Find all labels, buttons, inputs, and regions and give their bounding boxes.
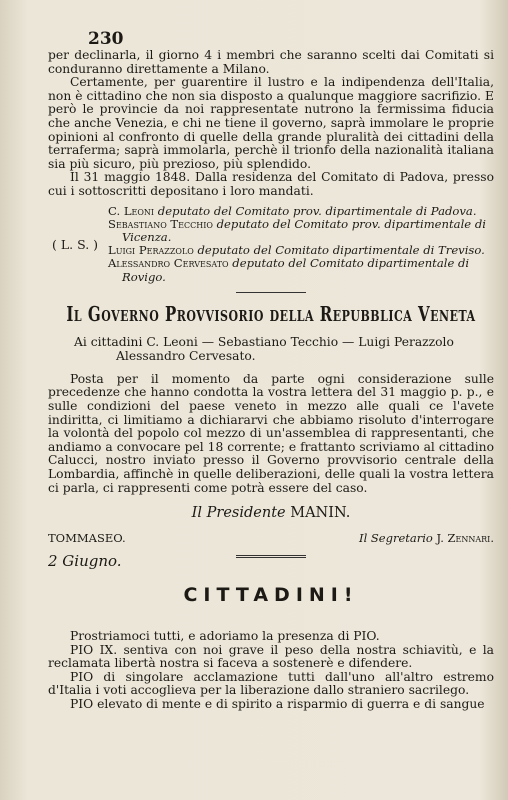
signatory: Alessandro Cervesato deputato del Comitato dipartimentale di Rovigo. xyxy=(108,256,470,284)
paragraph-response: Posta per il momento da parte ogni considerazione sulle precedenze che hanno condotta la vostra lettera del 31 maggio p. p., e sulle condizioni del paese veneto in mezzo alle quali ce l'avete indiritta, ci limitiamo a dichiararvi che abbiamo risoluto d'interrogare la volontà del popolo col mezzo di un'assemblea di rappresentanti, che andiamo a convocare pel 18 corrente; e frattanto scriviamo al cittadino Calucci, nostro inviato presso il Governo provvisorio centrale della Lombardia, affinchè in quelle deliberazioni, delle quali la vostra lettera ci parla, ci rappresenti come potrà essere del caso. xyxy=(48,371,494,495)
signatory: Luigi Perazzolo deputato del Comitato dipartimentale di Treviso. xyxy=(108,243,485,258)
paragraph-date-padova: Il 31 maggio 1848. Dalla residenza del Comitato di Padova, presso cui i sottoscritti depositano i loro mandati. xyxy=(48,170,494,198)
section-heading: Il Governo Provvisorio della Repubblica Veneta xyxy=(66,301,476,326)
address-recipients: Ai cittadini C. Leoni — Sebastiano Tecchio — Luigi Perazzolo Alessandro Cervesato. xyxy=(74,334,454,363)
signature-block xyxy=(48,205,494,284)
seal-mark: ( L. S. ) xyxy=(52,236,99,252)
date-row xyxy=(48,552,494,574)
date-heading: 2 Giugno. xyxy=(48,552,122,571)
paragraph-pio-2: PIO IX. sentiva con noi grave il peso della nostra schiavitù, e la reclamata libertà nostra si faceva a sostenerè e difendere. xyxy=(48,642,494,671)
president-signature: Il Presidente MANIN. xyxy=(191,505,351,522)
paragraph-pio-1: Prostriamoci tutti, e adoriamo la presenza di PIO. xyxy=(70,629,380,644)
paragraph-sacrifice: Certamente, per guarentire il lustro e la indipendenza dell'Italia, non è cittadino che non sia disposto a qualunque maggiore sacrifizio. E però le provincie da noi rappresentate nutrono la fermissima fiducia che anche Venezia, e chi ne tiene il governo, saprà immolare le proprie opinioni al confronto di quelle della grande pluralità dei cittadini della terraferma; saprà immolarla, perchè il trionfo della nazionalità italiana sia più sicuro, più prezioso, più splendido. xyxy=(48,75,494,171)
paragraph-continuation: per declinarla, il giorno 4 i membri che saranno scelti dai Comitati si conduranno direttamente a Milano. xyxy=(48,48,494,76)
footer-signatures xyxy=(48,531,494,545)
paragraph-pio-4: PIO elevato di mente e di spirito a risparmio di guerra e di sangue xyxy=(70,697,485,712)
divider xyxy=(236,292,306,293)
signatory: C. Leoni deputato del Comitato prov. dipartimentale di Padova. xyxy=(108,203,477,218)
tommaseo-signature: TOMMASEO. xyxy=(48,531,126,546)
proclamation-title: CITTADINI! xyxy=(183,584,359,607)
page-number: 230 xyxy=(88,29,124,49)
signatory-list xyxy=(108,205,494,284)
secretary-signature: Il Segretario J. Zennari. xyxy=(359,531,494,546)
paragraph-pio-3: PIO di singolare acclamazione tutti dall'uno all'altro estremo d'Italia i voti accoglieva per la liberazione dallo straniero sacrilego. xyxy=(48,669,494,698)
signatory: Sebastiano Tecchio deputato del Comitato prov. dipartimentale di Vicenza. xyxy=(108,216,486,244)
